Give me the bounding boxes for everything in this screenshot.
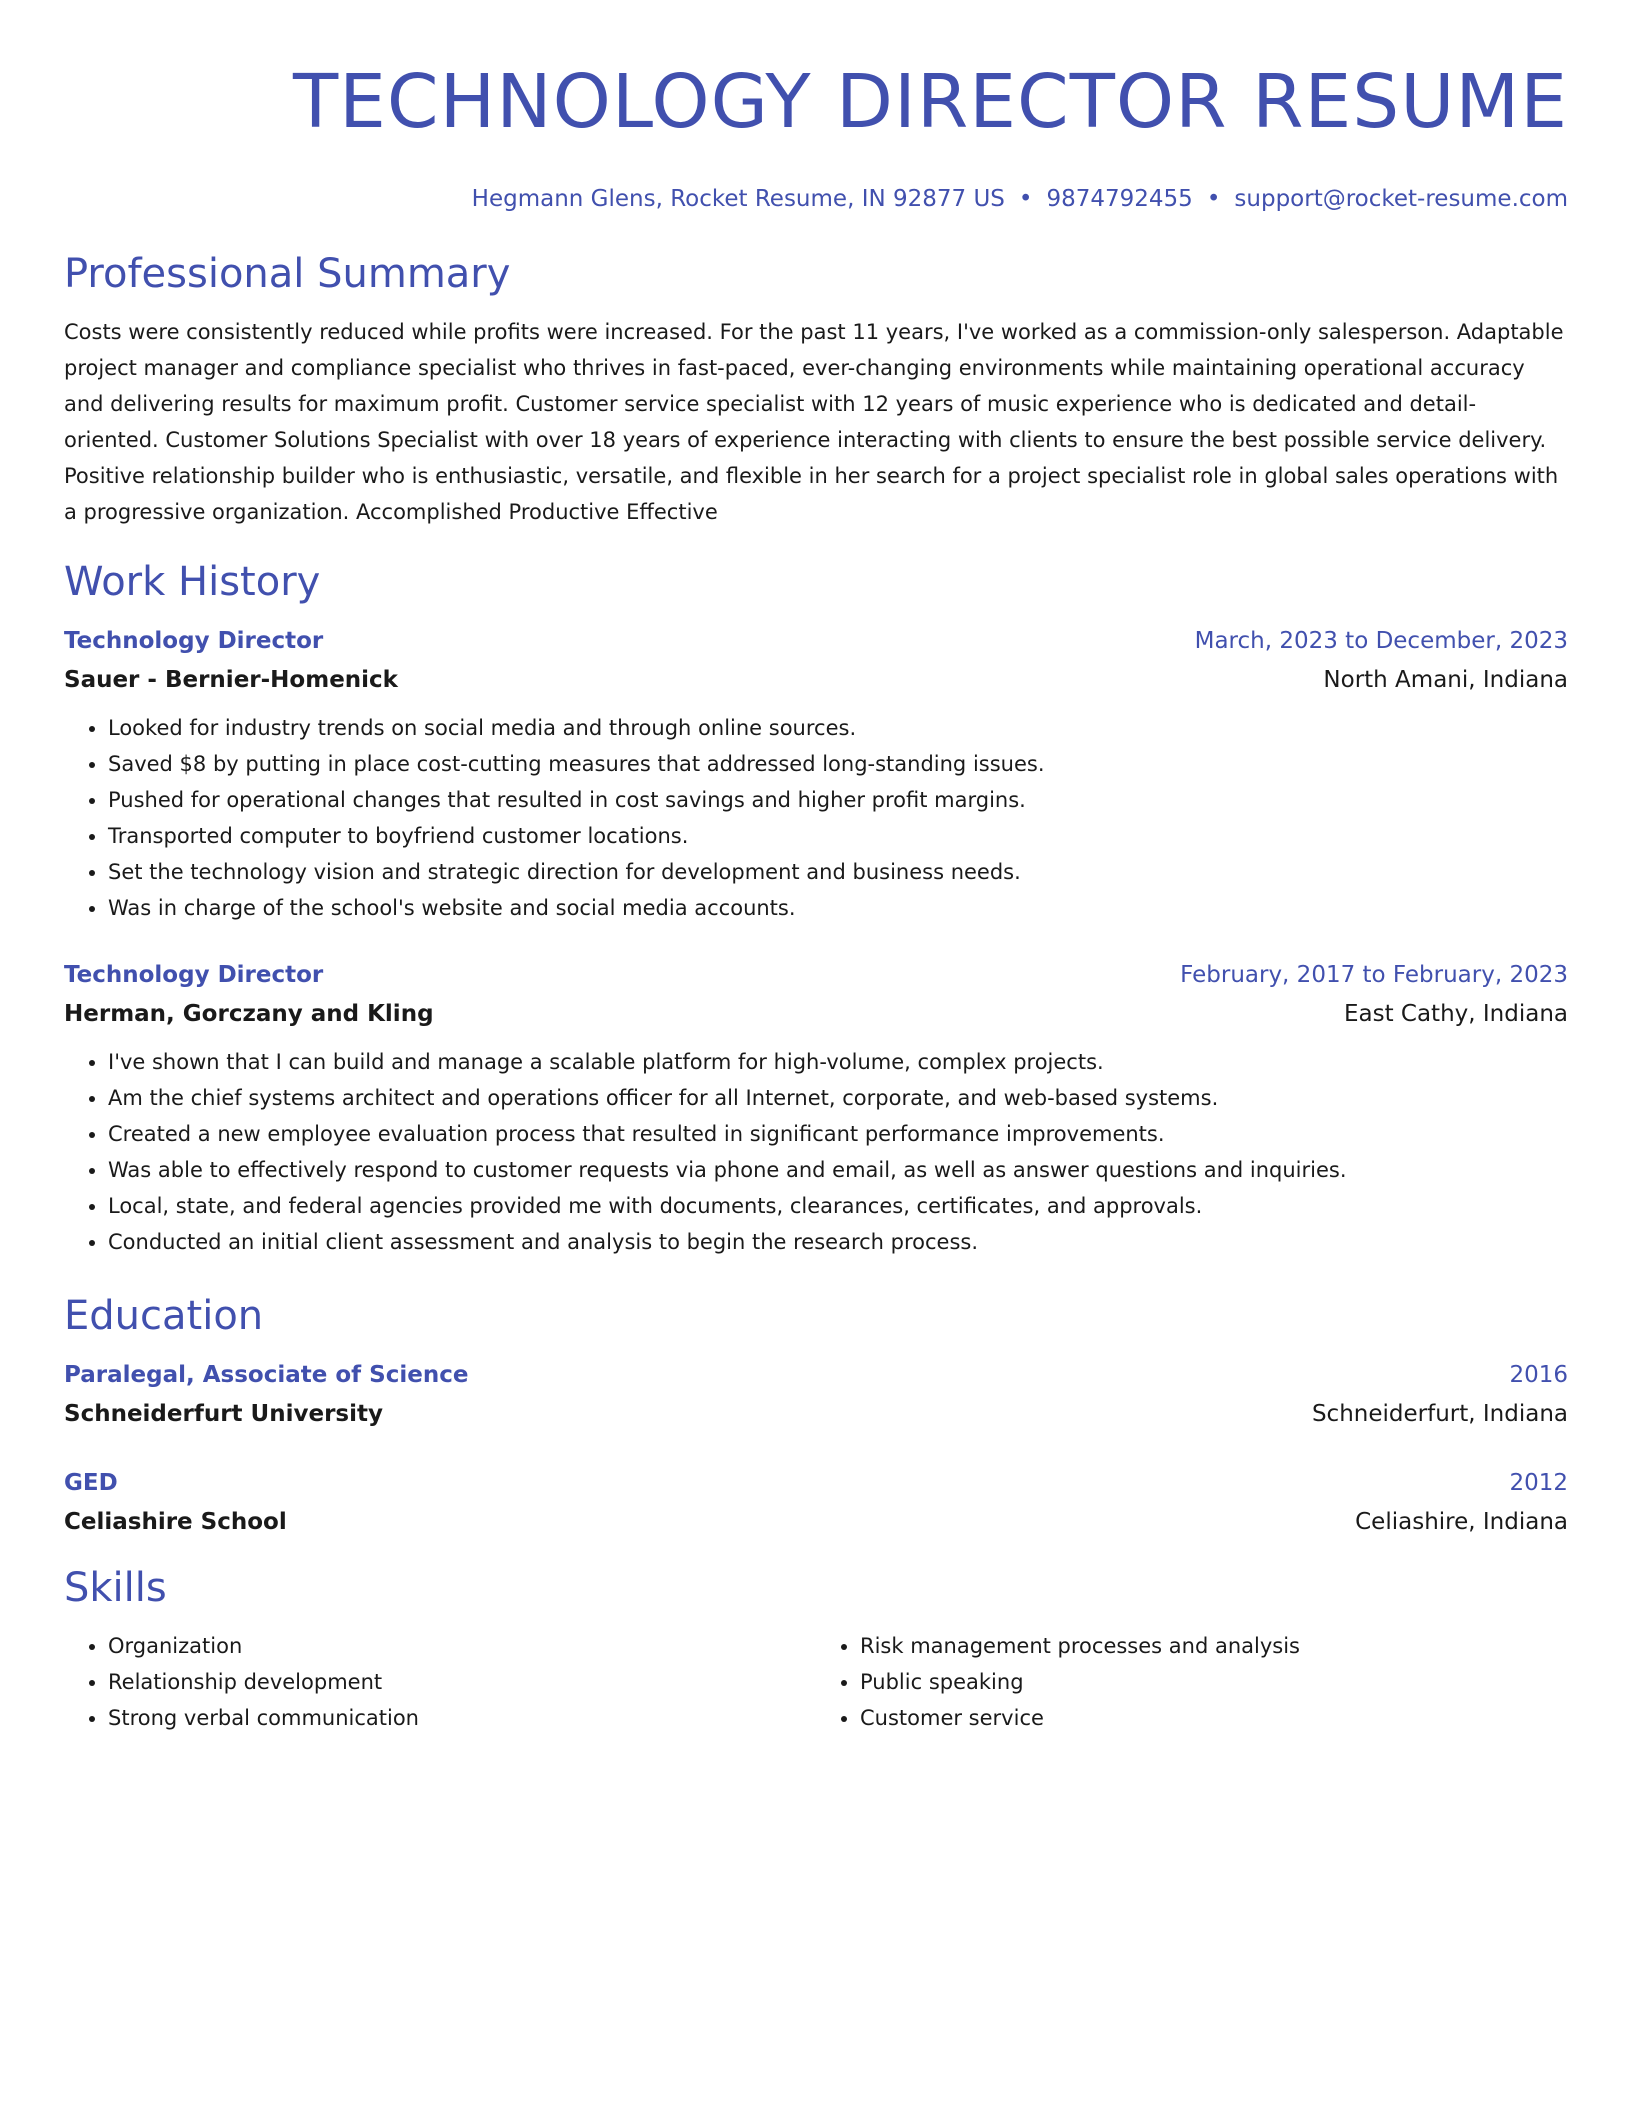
contact-separator: •	[1206, 186, 1221, 212]
list-item: • Was in charge of the school's website and social media accounts.	[108, 890, 1568, 926]
education-section	[64, 1290, 1568, 1542]
job-entry	[64, 622, 1568, 926]
work-history-section	[64, 556, 1568, 1260]
list-item: • Set the technology vision and strategic direction for development and business needs.	[108, 854, 1568, 890]
list-item: • Pushed for operational changes that resulted in cost savings and higher profit margins.	[108, 782, 1568, 818]
list-item: • Created a new employee evaluation process that resulted in significant performance improvements.	[108, 1116, 1568, 1152]
list-item: • Transported computer to boyfriend customer locations.	[108, 818, 1568, 854]
section-title-summary: Professional Summary	[64, 251, 511, 297]
skills-section	[64, 1562, 1568, 1736]
education-year: 2012	[1509, 1470, 1568, 1496]
section-title-work: Work History	[64, 559, 321, 605]
education-entry	[64, 1464, 1568, 1542]
education-entry	[64, 1356, 1568, 1434]
job-bullets	[64, 710, 1568, 926]
skills-list-left	[64, 1628, 816, 1736]
job-dates: March, 2023 to December, 2023	[1194, 628, 1568, 654]
skills-grid	[64, 1628, 1568, 1736]
list-item: • Am the chief systems architect and operations officer for all Internet, corporate, and web-based systems.	[108, 1080, 1568, 1116]
list-item: • Looked for industry trends on social media and through online sources.	[108, 710, 1568, 746]
list-item: • Saved $8 by putting in place cost-cutting measures that addressed long-standing issues.	[108, 746, 1568, 782]
contact-line	[64, 182, 1568, 216]
professional-summary-section	[64, 248, 1568, 530]
job-company: Sauer - Bernier-Homenick	[64, 667, 398, 693]
list-item: • Risk management processes and analysis	[860, 1628, 1568, 1664]
job-location: East Cathy, Indiana	[1343, 1001, 1568, 1027]
section-title-education: Education	[64, 1293, 264, 1339]
list-item: • Conducted an initial client assessment and analysis to begin the research process.	[108, 1224, 1568, 1260]
contact-address: Hegmann Glens, Rocket Resume, IN 92877 US	[471, 186, 1005, 212]
contact-phone: 9874792455	[1046, 186, 1193, 212]
list-item: • Was able to effectively respond to customer requests via phone and email, as well as answer questions and inquiries.	[108, 1152, 1568, 1188]
list-item: • Relationship development	[108, 1664, 816, 1700]
list-item: • I've shown that I can build and manage a scalable platform for high-volume, complex projects.	[108, 1044, 1568, 1080]
contact-email: support@rocket-resume.com	[1234, 186, 1568, 212]
list-item: • Strong verbal communication	[108, 1700, 816, 1736]
education-year: 2016	[1509, 1362, 1568, 1388]
list-item: • Customer service	[860, 1700, 1568, 1736]
list-item: • Local, state, and federal agencies provided me with documents, clearances, certificates, and approvals.	[108, 1188, 1568, 1224]
job-position: Technology Director	[64, 628, 324, 654]
job-bullets	[64, 1044, 1568, 1260]
education-school: Schneiderfurt University	[64, 1401, 383, 1427]
education-location: Celiashire, Indiana	[1355, 1509, 1568, 1535]
education-location: Schneiderfurt, Indiana	[1311, 1401, 1568, 1427]
education-degree: Paralegal, Associate of Science	[64, 1362, 469, 1388]
section-title-skills: Skills	[64, 1565, 167, 1611]
resume-header	[64, 0, 1568, 216]
job-entry	[64, 956, 1568, 1260]
education-school: Celiashire School	[64, 1509, 287, 1535]
resume-title: TECHNOLOGY DIRECTOR RESUME	[292, 59, 1568, 145]
contact-separator: •	[1018, 186, 1033, 212]
job-company: Herman, Gorczany and Kling	[64, 1001, 434, 1027]
education-degree: GED	[64, 1470, 118, 1496]
list-item: • Public speaking	[860, 1664, 1568, 1700]
job-location: North Amani, Indiana	[1323, 667, 1568, 693]
summary-text: Costs were consistently reduced while profits were increased. For the past 11 years, I've worked as a commission-only salesperson. Adaptable project manager and compliance specialist who thrives in fast-paced, ever-changing environments while maintaining operational accuracy and delivering results for maximum profit. Customer service specialist with 12 years of music experience who is dedicated and detail-oriented. Customer Solutions Specialist with over 18 years of experience interacting with clients to ensure the best possible service delivery. Positive relationship builder who is enthusiastic, versatile, and flexible in her search for a project specialist role in global sales operations with a progressive organization. Accomplished Productive Effective	[64, 320, 1564, 524]
job-dates: February, 2017 to February, 2023	[1180, 962, 1568, 988]
job-position: Technology Director	[64, 962, 324, 988]
skills-list-right	[816, 1628, 1568, 1736]
list-item: • Organization	[108, 1628, 816, 1664]
